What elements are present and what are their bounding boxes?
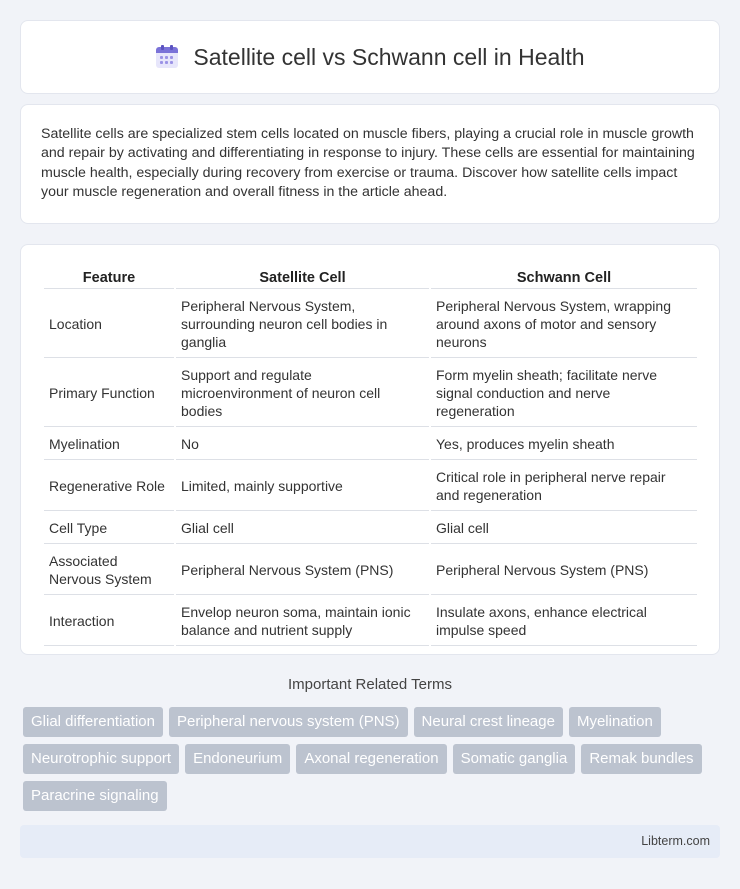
feature-cell: Associated Nervous System (44, 546, 174, 595)
satellite-cell-value: Limited, mainly supportive (176, 462, 429, 511)
satellite-cell-value: Support and regulate microenvironment of neuron cell bodies (176, 360, 429, 427)
comparison-table (42, 265, 699, 648)
satellite-cell-value: Envelop neuron soma, maintain ionic balance and nutrient supply (176, 597, 429, 646)
schwann-cell-value: Peripheral Nervous System (PNS) (431, 546, 697, 595)
header-satellite-cell: Satellite Cell (176, 267, 429, 289)
related-term-tag[interactable]: Endoneurium (185, 744, 290, 774)
header-feature: Feature (44, 267, 174, 289)
schwann-cell-value: Yes, produces myelin sheath (431, 429, 697, 460)
related-term-tag[interactable]: Neurotrophic support (23, 744, 179, 774)
related-terms-list (23, 707, 713, 811)
satellite-cell-value: No (176, 429, 429, 460)
table-row (44, 462, 697, 511)
table-row (44, 513, 697, 544)
related-term-tag[interactable]: Myelination (569, 707, 661, 737)
page-title: Satellite cell vs Schwann cell in Health (193, 43, 585, 70)
title-card (20, 20, 720, 94)
feature-cell: Myelination (44, 429, 174, 460)
calendar-icon (155, 45, 179, 69)
intro-text: Satellite cells are specialized stem cells located on muscle fibers, playing a crucial role in muscle growth and repair by activating and differentiating in response to injury. These cells are essential for maintaining muscle health, especially during recovery from exercise or trauma. Discover how satellite cells impact your muscle regeneration and overall fitness in the article ahead. (41, 126, 695, 200)
table-row (44, 429, 697, 460)
schwann-cell-value: Insulate axons, enhance electrical impulse speed (431, 597, 697, 646)
intro-card (20, 104, 720, 224)
related-term-tag[interactable]: Somatic ganglia (453, 744, 576, 774)
schwann-cell-value: Glial cell (431, 513, 697, 544)
related-term-tag[interactable]: Peripheral nervous system (PNS) (169, 707, 408, 737)
satellite-cell-value: Peripheral Nervous System, surrounding neuron cell bodies in ganglia (176, 291, 429, 358)
table-row (44, 360, 697, 427)
schwann-cell-value: Critical role in peripheral nerve repair and regeneration (431, 462, 697, 511)
feature-cell: Regenerative Role (44, 462, 174, 511)
table-row (44, 597, 697, 646)
feature-cell: Primary Function (44, 360, 174, 427)
header-schwann-cell: Schwann Cell (431, 267, 697, 289)
footer (20, 825, 720, 858)
related-term-tag[interactable]: Axonal regeneration (296, 744, 446, 774)
schwann-cell-value: Peripheral Nervous System, wrapping around axons of motor and sensory neurons (431, 291, 697, 358)
related-term-tag[interactable]: Neural crest lineage (414, 707, 563, 737)
feature-cell: Cell Type (44, 513, 174, 544)
table-row (44, 546, 697, 595)
related-term-tag[interactable]: Remak bundles (581, 744, 701, 774)
satellite-cell-value: Peripheral Nervous System (PNS) (176, 546, 429, 595)
related-term-tag[interactable]: Paracrine signaling (23, 781, 167, 811)
related-terms-title: Important Related Terms (288, 676, 452, 693)
comparison-card (20, 244, 720, 655)
feature-cell: Interaction (44, 597, 174, 646)
table-header-row (44, 267, 697, 289)
satellite-cell-value: Glial cell (176, 513, 429, 544)
feature-cell: Location (44, 291, 174, 358)
footer-site-link[interactable]: Libterm.com (641, 834, 710, 848)
schwann-cell-value: Form myelin sheath; facilitate nerve signal conduction and nerve regeneration (431, 360, 697, 427)
table-row (44, 291, 697, 358)
related-term-tag[interactable]: Glial differentiation (23, 707, 163, 737)
